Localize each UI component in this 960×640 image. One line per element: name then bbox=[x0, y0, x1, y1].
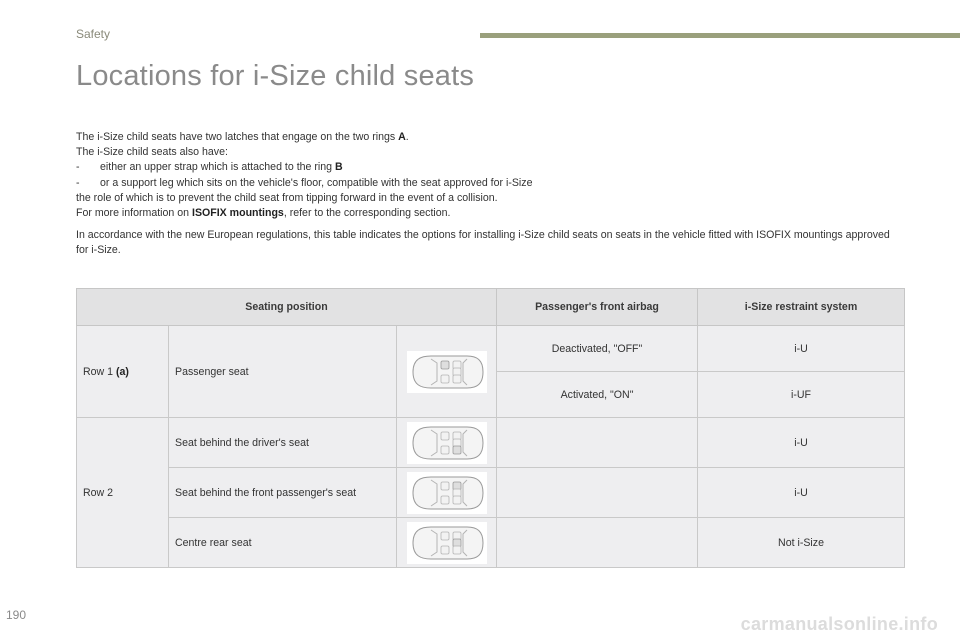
row1-restraint-on: i-UF bbox=[698, 372, 905, 418]
page-number: 190 bbox=[6, 608, 27, 622]
row1-seat-cell: Passenger seat bbox=[169, 326, 397, 418]
row1-restraint-off: i-U bbox=[698, 326, 905, 372]
intro-line: the role of which is to prevent the child seat from tipping forward in the event of a collision. bbox=[76, 191, 498, 204]
intro-line1-text: The i-Size child seats have two latches that engage on the two rings bbox=[76, 131, 399, 143]
intro-line bbox=[76, 206, 896, 221]
table-row bbox=[77, 326, 905, 372]
row2-seat-cell: Seat behind the driver's seat bbox=[169, 418, 397, 468]
table-header-row bbox=[77, 289, 905, 326]
row1-label: Row 1 bbox=[83, 365, 116, 378]
intro-line6-end: , refer to the corresponding section. bbox=[283, 207, 451, 220]
row2-airbag-empty bbox=[497, 518, 698, 568]
bullet1-text: either an upper strap which is attached to the ring bbox=[100, 161, 335, 174]
row1-airbag-on: Activated, "ON" bbox=[497, 372, 698, 418]
intro-line6-text: For more information on bbox=[76, 207, 192, 220]
car-seat-diagram-icon bbox=[407, 522, 487, 564]
row2-airbag-empty bbox=[497, 468, 698, 518]
row2-restraint: Not i-Size bbox=[698, 518, 905, 568]
ring-b-label: B bbox=[334, 161, 343, 174]
isofix-link-text: ISOFIX mountings bbox=[192, 207, 284, 220]
row2-label-cell: Row 2 bbox=[77, 418, 169, 568]
row2-seat-cell: Seat behind the front passenger's seat bbox=[169, 468, 397, 518]
car-seat-diagram-icon bbox=[407, 351, 487, 393]
header-restraint-system: i-Size restraint system bbox=[698, 289, 905, 326]
intro-paragraph: In accordance with the new European regulations, this table indicates the options for installing i-Size child seats on seats in the vehicle fitted with ISOFIX mountings approved for i-Size. bbox=[76, 229, 890, 257]
row2-car-image-cell bbox=[397, 418, 497, 468]
bullet-item bbox=[76, 176, 896, 191]
row1-airbag-off: Deactivated, "OFF" bbox=[497, 326, 698, 372]
row1-label-cell bbox=[77, 326, 169, 418]
car-seat-diagram-icon bbox=[407, 422, 487, 464]
intro-line1-end: . bbox=[405, 131, 409, 143]
bullet-dash: - bbox=[76, 161, 80, 174]
header-seating-position: Seating position bbox=[77, 289, 497, 326]
row1-car-image-cell bbox=[397, 326, 497, 418]
row2-seat-cell: Centre rear seat bbox=[169, 518, 397, 568]
header-front-airbag: Passenger's front airbag bbox=[497, 289, 698, 326]
isize-seat-table bbox=[76, 288, 905, 568]
bullet-item bbox=[76, 160, 896, 175]
row2-restraint: i-U bbox=[698, 468, 905, 518]
row2-restraint: i-U bbox=[698, 418, 905, 468]
table-row bbox=[77, 418, 905, 468]
row1-note: (a) bbox=[115, 365, 129, 378]
intro-line: The i-Size child seats also have: bbox=[76, 146, 228, 159]
watermark: carmanualsonline.info bbox=[740, 614, 938, 634]
page-title: Locations for i-Size child seats bbox=[76, 60, 475, 92]
section-bar bbox=[480, 33, 960, 38]
ring-a-label: A bbox=[398, 131, 406, 143]
car-seat-diagram-icon bbox=[407, 472, 487, 514]
row2-car-image-cell bbox=[397, 468, 497, 518]
intro-text bbox=[76, 130, 896, 259]
row2-airbag-empty bbox=[497, 418, 698, 468]
row2-car-image-cell bbox=[397, 518, 497, 568]
bullet2-text: or a support leg which sits on the vehicle's floor, compatible with the seat approved for i-Size bbox=[100, 176, 533, 189]
table-row bbox=[77, 518, 905, 568]
intro-line bbox=[76, 130, 896, 145]
section-label: Safety bbox=[76, 27, 111, 41]
bullet-dash: - bbox=[76, 176, 80, 189]
table-row bbox=[77, 468, 905, 518]
